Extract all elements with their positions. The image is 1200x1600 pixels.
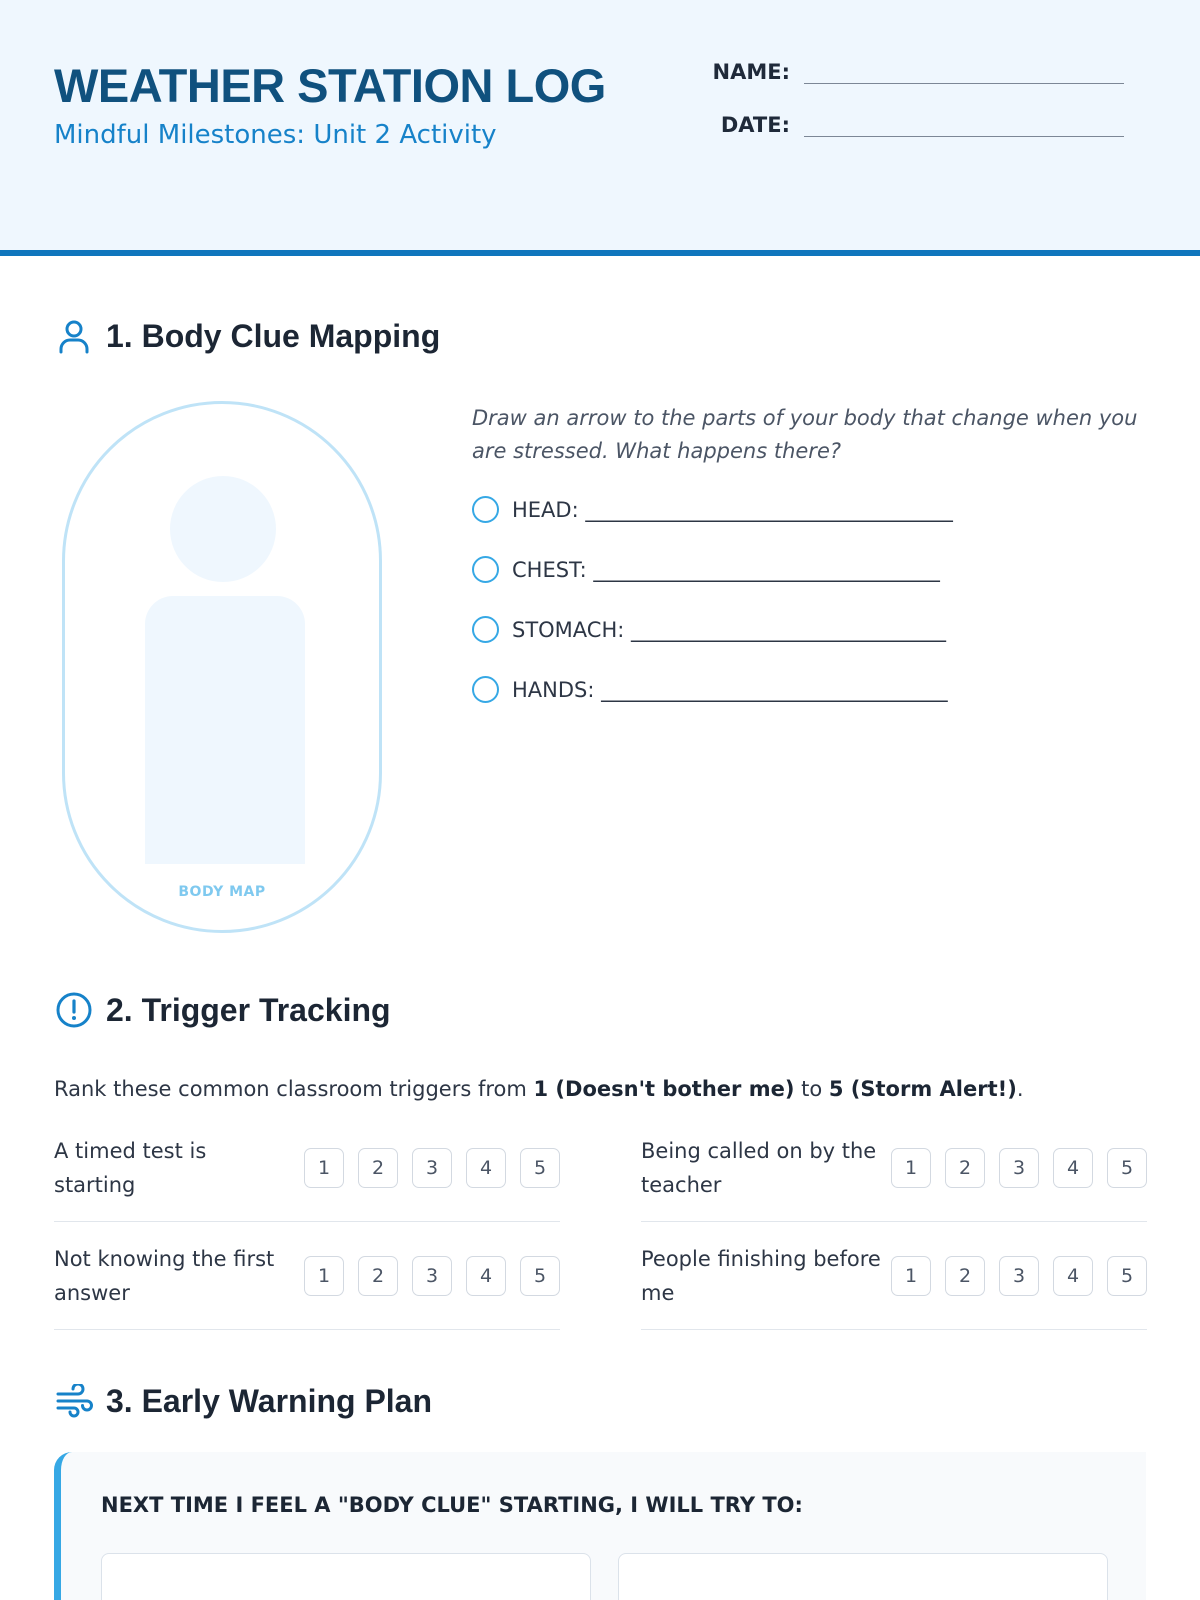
rating-3-box[interactable]: 3 <box>412 1148 452 1188</box>
section-heading: 1. Body Clue Mapping <box>106 317 441 354</box>
clue-label: HANDS: _________________________________ <box>512 677 948 702</box>
rating-2-box[interactable]: 2 <box>945 1148 985 1188</box>
rating-1-box[interactable]: 1 <box>891 1256 931 1296</box>
early-warning-plan-card <box>54 1452 1146 1600</box>
clue-label: HEAD: ___________________________________ <box>512 497 953 522</box>
trigger-row <box>641 1114 1147 1222</box>
body-map-instructions: Draw an arrow to the parts of your body that change when you are stressed. What happens there? <box>472 406 1138 463</box>
clue-checkbox[interactable] <box>472 616 499 643</box>
body-map-torso <box>145 596 305 864</box>
rating-2-box[interactable]: 2 <box>358 1148 398 1188</box>
clue-head <box>472 496 953 523</box>
rating-1-box[interactable]: 1 <box>891 1148 931 1188</box>
clue-checkbox[interactable] <box>472 676 499 703</box>
clue-chest <box>472 556 940 583</box>
rating-scale <box>891 1148 1147 1188</box>
clue-stomach <box>472 616 946 643</box>
rating-5-box[interactable]: 5 <box>520 1256 560 1296</box>
trigger-label: Not knowing the first answer <box>54 1246 275 1305</box>
rating-3-box[interactable]: 3 <box>999 1148 1039 1188</box>
section-heading: 3. Early Warning Plan <box>106 1382 433 1419</box>
alert-circle-icon <box>54 990 94 1030</box>
rating-2-box[interactable]: 2 <box>358 1256 398 1296</box>
section-heading: 2. Trigger Tracking <box>106 991 391 1028</box>
plan-answer-box-2[interactable] <box>618 1553 1108 1600</box>
date-line[interactable] <box>804 113 1124 137</box>
rating-3-box[interactable]: 3 <box>412 1256 452 1296</box>
clue-label: CHEST: _________________________________ <box>512 557 940 582</box>
rating-4-box[interactable]: 4 <box>466 1256 506 1296</box>
body-map[interactable] <box>62 401 382 933</box>
clue-label: STOMACH: ______________________________ <box>512 617 947 642</box>
rating-4-box[interactable]: 4 <box>466 1148 506 1188</box>
rating-1-box[interactable]: 1 <box>304 1148 344 1188</box>
rating-scale <box>304 1148 560 1188</box>
rating-5-box[interactable]: 5 <box>1107 1256 1147 1296</box>
rating-scale <box>891 1256 1147 1296</box>
rating-5-box[interactable]: 5 <box>520 1148 560 1188</box>
date-field <box>686 113 1124 137</box>
body-map-label: BODY MAP <box>178 884 266 900</box>
trigger-label: Being called on by the teacher <box>641 1138 877 1197</box>
clue-checkbox[interactable] <box>472 556 499 583</box>
rating-5-box[interactable]: 5 <box>1107 1148 1147 1188</box>
trigger-label: A timed test is starting <box>54 1138 207 1197</box>
page-title: WEATHER STATION LOG <box>54 59 606 112</box>
wind-icon <box>54 1381 94 1421</box>
trigger-row <box>641 1222 1147 1330</box>
rating-4-box[interactable]: 4 <box>1053 1256 1093 1296</box>
clue-hands <box>472 676 948 703</box>
worksheet-header <box>0 0 1200 256</box>
rating-3-box[interactable]: 3 <box>999 1256 1039 1296</box>
plan-answer-box-1[interactable] <box>101 1553 591 1600</box>
section-early-warning-plan <box>54 1381 432 1421</box>
body-map-head <box>170 476 276 582</box>
name-line[interactable] <box>804 60 1124 84</box>
page-subtitle: Mindful Milestones: Unit 2 Activity <box>54 120 497 150</box>
rating-2-box[interactable]: 2 <box>945 1256 985 1296</box>
trigger-row <box>54 1114 560 1222</box>
section-trigger-tracking <box>54 990 391 1030</box>
name-field <box>686 60 1124 84</box>
name-label: NAME: <box>712 60 790 84</box>
plan-prompt: NEXT TIME I FEEL A "BODY CLUE" STARTING, I WILL TRY TO: <box>101 1493 803 1517</box>
rating-scale <box>304 1256 560 1296</box>
clue-checkbox[interactable] <box>472 496 499 523</box>
rating-1-box[interactable]: 1 <box>304 1256 344 1296</box>
person-icon <box>54 316 94 356</box>
trigger-label: People finishing before me <box>641 1246 881 1305</box>
section-body-clue-mapping <box>54 316 440 356</box>
rank-instructions: Rank these common classroom triggers from 1 (Doesn't bother me) to 5 (Storm Alert!). <box>54 1077 1024 1101</box>
date-label: DATE: <box>720 113 790 137</box>
rating-4-box[interactable]: 4 <box>1053 1148 1093 1188</box>
trigger-row <box>54 1222 560 1330</box>
